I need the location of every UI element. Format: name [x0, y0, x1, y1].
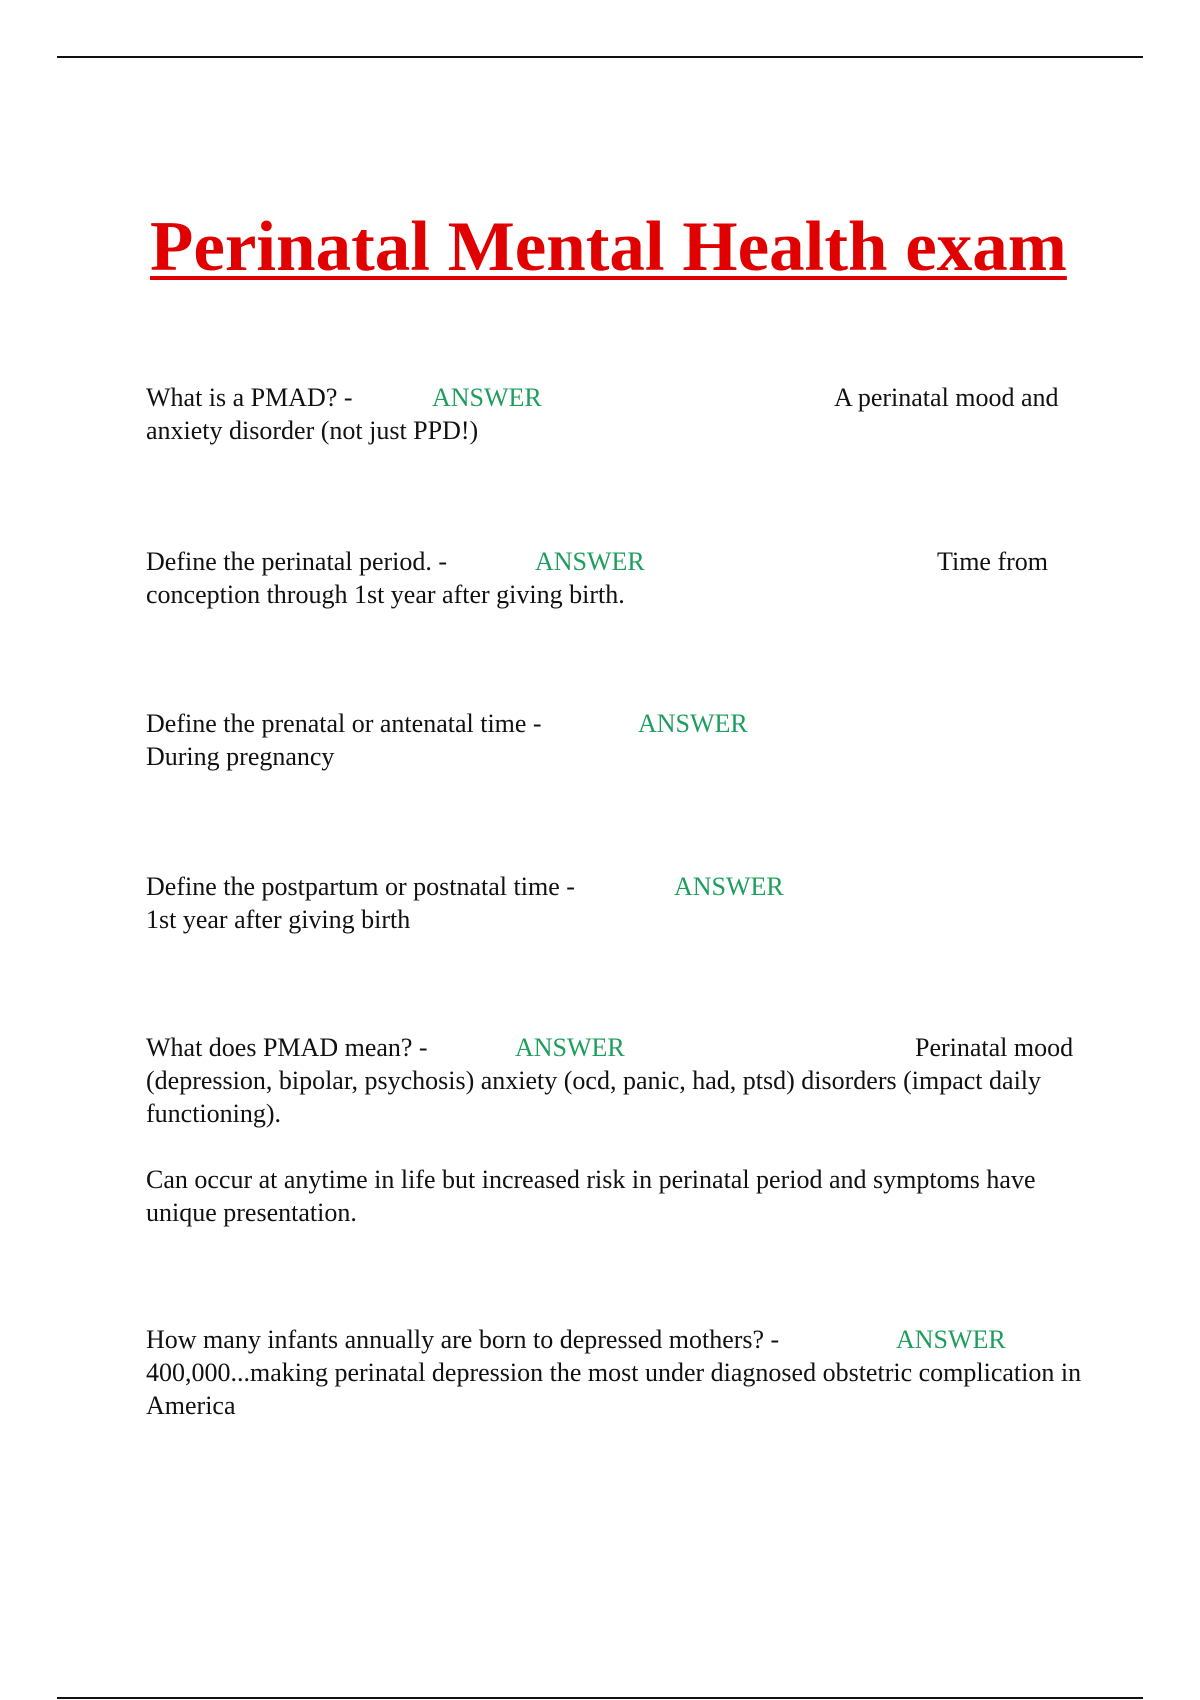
qa-item — [146, 870, 1086, 936]
question-text: Define the perinatal period. - — [146, 547, 448, 576]
answer-text: conception through 1st year after giving birth. — [146, 580, 625, 609]
bottom-rule — [57, 1697, 1143, 1699]
answer-text: During pregnancy — [146, 742, 335, 771]
answer-text: (depression, bipolar, psychosis) anxiety (ocd, panic, had, ptsd) disorders (impact daily functioning). — [146, 1066, 1042, 1128]
answer-label: ANSWER — [896, 1325, 1006, 1354]
answer-label: ANSWER — [674, 872, 784, 901]
qa-item — [146, 381, 1086, 447]
answer-paragraph-2: Can occur at anytime in life but increased risk in perinatal period and symptoms have unique presentation. — [146, 1165, 1036, 1227]
answer-text-start: Perinatal mood — [915, 1033, 1074, 1062]
qa-item — [146, 707, 1086, 773]
qa-item — [146, 545, 1086, 611]
question-text: How many infants annually are born to depressed mothers? - — [146, 1325, 780, 1354]
top-rule — [57, 56, 1143, 58]
answer-text-start: Time from — [937, 547, 1048, 576]
answer-text-start: A perinatal mood and — [834, 383, 1059, 412]
answer-label: ANSWER — [515, 1033, 625, 1062]
question-text: Define the postpartum or postnatal time - — [146, 872, 575, 901]
answer-label: ANSWER — [535, 547, 645, 576]
answer-label: ANSWER — [638, 709, 748, 738]
qa-item — [146, 1323, 1086, 1422]
document-title: Perinatal Mental Health exam — [150, 208, 1067, 286]
answer-text: 1st year after giving birth — [146, 905, 411, 934]
qa-item — [146, 1031, 1086, 1229]
answer-text: 400,000...making perinatal depression the most under diagnosed obstetric complication in America — [146, 1358, 1082, 1420]
question-text: What does PMAD mean? - — [146, 1033, 428, 1062]
question-text: What is a PMAD? - — [146, 383, 353, 412]
answer-text: anxiety disorder (not just PPD!) — [146, 416, 479, 445]
question-text: Define the prenatal or antenatal time - — [146, 709, 542, 738]
answer-label: ANSWER — [432, 383, 542, 412]
